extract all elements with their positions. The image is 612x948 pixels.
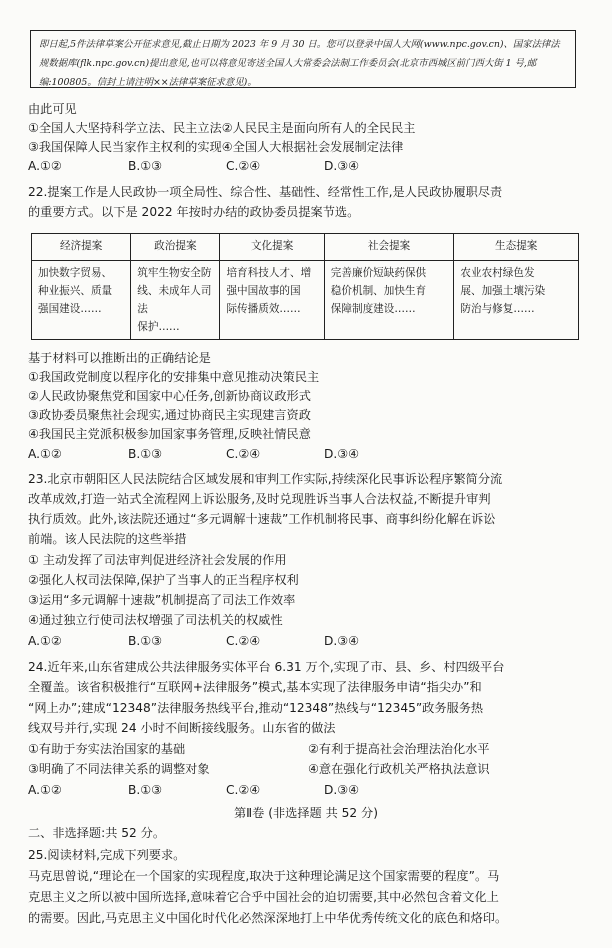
header-society: 社会提案	[324, 234, 454, 261]
q21-lead: 由此可见	[28, 102, 77, 116]
option-d[interactable]: D.③④	[324, 447, 360, 461]
cell-economy: 加快数字贸易、 种业振兴、质量 强国建设……	[32, 261, 131, 340]
proposal-table-row	[32, 261, 579, 340]
q23-statement: ③运用“多元调解十速裁”机制提高了司法工作效率	[28, 593, 296, 607]
q25-text: 的需要。因此,马克思主义中国化时代化必然深深地打上中华优秀传统文化的底色和烙印。	[28, 911, 508, 925]
header-ecology: 生态提案	[454, 234, 579, 261]
q24-stem: “网上办”;建成“12348”法律服务热线平台,推动“12348”热线与“12345”政务服务热	[28, 701, 484, 715]
q23-stem: 执行质效。此外,该法院还通过“多元调解十速裁”工作机制将民事、商事纠纷化解在诉讼	[28, 512, 496, 526]
q22-statement: ④我国民主党派积极参加国家事务管理,反映社情民意	[28, 427, 311, 441]
q24-stem: 24.近年来,山东省建成公共法律服务实体平台 6.31 万个,实现了市、县、乡、村四级平台	[28, 660, 505, 674]
q24-statement: ②有利于提高社会治理法治化水平	[308, 742, 490, 756]
option-d[interactable]: D.③④	[324, 783, 360, 797]
option-c[interactable]: C.②④	[226, 447, 261, 461]
q24-stem: 线双号并行,实现 24 小时不间断接线服务。山东省的做法	[28, 721, 336, 735]
q22-statement: ②人民政协聚焦党和国家中心任务,创新协商议政形式	[28, 389, 311, 403]
q22-options	[28, 445, 448, 464]
section-ii-subtitle: 二、非选择题:共 52 分。	[28, 826, 166, 840]
q24-statement: ④意在强化行政机关严格执法意识	[308, 762, 490, 776]
cell-politics: 筑牢生物安全防 线、未成年人司法 保护……	[131, 261, 220, 340]
section-ii-title: 第Ⅱ卷 (非选择题 共 52 分)	[233, 806, 378, 820]
q23-stem: 23.北京市朝阳区人民法院结合区域发展和审判工作实际,持续深化民事诉讼程序繁简分流	[28, 472, 503, 486]
cell-society: 完善廉价短缺药保供 稳价机制、加快生育 保障制度建设……	[324, 261, 454, 340]
law-draft-notice-box: 即日起,5件法律草案公开征求意见,截止日期为 2023 年 9 月 30 日。您可以登录中国人大网(www.npc.gov.cn)、国家法律法规数据库(flk.npc.gov.cn)提出意见,也可以将意见寄送全国人大常委会法制工作委员会(北京市西城区前门西大街 1 号,邮编:100805。信封上请注明××法律草案征求意见)。	[30, 30, 576, 88]
option-d[interactable]: D.③④	[324, 159, 360, 173]
proposal-table	[31, 233, 579, 340]
q22-stem: 22.提案工作是人民政协一项全局性、综合性、基础性、经常性工作,是人民政协履职尽责	[28, 185, 503, 199]
q23-statement: ④通过独立行使司法权增强了司法机关的权威性	[28, 613, 283, 627]
q25-text: 马克思曾说,“理论在一个国家的实现程度,取决于这种理论满足这个国家需要的程度”。马	[28, 869, 500, 883]
q25-text: 克思主义之所以被中国所选择,意味着它合乎中国社会的迫切需要,其中必然包含着文化上	[28, 890, 499, 904]
option-b[interactable]: B.①③	[128, 447, 163, 461]
q21-statement: ①全国人大坚持科学立法、民主立法②人民民主是面向所有人的全民民主	[28, 121, 416, 135]
q24-stem: 全覆盖。该省积极推行“互联网+法律服务”模式,基本实现了法律服务申请“指尖办”和	[28, 680, 482, 694]
option-a[interactable]: A.①②	[28, 447, 62, 461]
q24-statement: ③明确了不同法律关系的调整对象	[28, 762, 210, 776]
q23-statement: ① 主动发挥了司法审判促进经济社会发展的作用	[28, 553, 287, 567]
option-b[interactable]: B.①③	[128, 634, 163, 648]
option-c[interactable]: C.②④	[226, 634, 261, 648]
option-b[interactable]: B.①③	[128, 783, 163, 797]
header-politics: 政治提案	[131, 234, 220, 261]
option-c[interactable]: C.②④	[226, 159, 261, 173]
q23-stem: 前端。该人民法院的这些举措	[28, 532, 187, 546]
option-b[interactable]: B.①③	[128, 159, 163, 173]
q23-options	[28, 632, 448, 651]
q25-lead: 25.阅读材料,完成下列要求。	[28, 848, 186, 862]
proposal-table-header	[32, 234, 579, 261]
option-a[interactable]: A.①②	[28, 159, 62, 173]
header-economy: 经济提案	[32, 234, 131, 261]
q24-statement: ①有助于夯实法治国家的基础	[28, 742, 186, 756]
option-a[interactable]: A.①②	[28, 783, 62, 797]
q23-statement: ②强化人权司法保障,保护了当事人的正当程序权利	[28, 573, 299, 587]
q23-stem: 改革成效,打造一站式全流程网上诉讼服务,及时兑现胜诉当事人合法权益,不断提升审判	[28, 492, 491, 506]
option-c[interactable]: C.②④	[226, 783, 261, 797]
cell-culture: 培育科技人才、增 强中国故事的国 际传播质效……	[220, 261, 324, 340]
option-d[interactable]: D.③④	[324, 634, 360, 648]
cell-ecology: 农业农村绿色发 展、加强土壤污染 防治与修复……	[454, 261, 579, 340]
q21-options	[28, 157, 448, 176]
q22-statement: ①我国政党制度以程序化的安排集中意见推动决策民主	[28, 370, 320, 384]
q22-statement: ③政协委员聚焦社会现实,通过协商民主实现建言资政	[28, 408, 311, 422]
q22-lead: 基于材料可以推断出的正确结论是	[28, 351, 211, 365]
header-culture: 文化提案	[220, 234, 324, 261]
q24-options	[28, 781, 448, 800]
option-a[interactable]: A.①②	[28, 634, 62, 648]
q22-stem: 的重要方式。以下是 2022 年按时办结的政协委员提案节选。	[28, 205, 360, 219]
q21-statement: ③我国保障人民当家作主权利的实现④全国人大根据社会发展制定法律	[28, 140, 404, 154]
